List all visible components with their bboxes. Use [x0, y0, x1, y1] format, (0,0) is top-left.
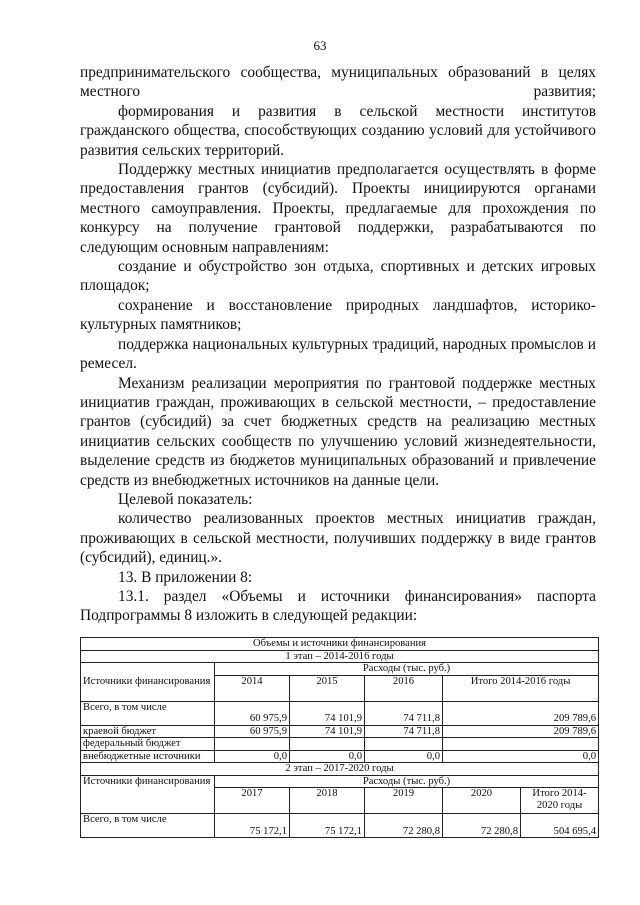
year-header: 2020	[443, 788, 521, 814]
total-header: Итого 2014-2020 годы	[521, 788, 599, 814]
cell-value	[365, 738, 443, 751]
stage-label: 2 этап – 2017-2020 годы	[81, 763, 599, 776]
row-label: внебюджетные источники	[81, 750, 215, 763]
source-header: Источники финансирования	[81, 663, 215, 702]
table-row	[81, 750, 599, 763]
paragraph: создание и обустройство зон отдыха, спортивных и детских игровых площадок;	[80, 258, 596, 295]
page-number: 63	[313, 38, 327, 53]
cell-value	[290, 738, 365, 751]
cell-value: 60 975,9	[215, 701, 290, 725]
cell-value: 74 711,8	[365, 725, 443, 738]
cell-value: 504 695,4	[521, 814, 599, 838]
row-label: Всего, в том числе	[81, 701, 215, 725]
cell-value: 74 101,9	[290, 725, 365, 738]
cell-value: 74 711,8	[365, 701, 443, 725]
paragraph: Поддержку местных инициатив предполагается осуществлять в форме предоставления грантов (субсидий). Проекты инициируются органами местного самоуправления. Проекты, предлагаемые для прохождения по конкурсу на получение грантовой поддержки, разрабатываются по следующим основным направлениям:	[80, 161, 596, 256]
paragraph: 13.1. раздел «Объемы и источники финансирования» паспорта Подпрограммы 8 изложить в следующей редакции:	[80, 587, 596, 625]
cell-value: 209 789,6	[443, 701, 599, 725]
cell-value: 0,0	[365, 750, 443, 763]
year-header: 2018	[290, 788, 365, 814]
cell-value: 72 280,8	[443, 814, 521, 838]
cell-value: 0,0	[443, 750, 599, 763]
cell-value	[443, 738, 599, 751]
paragraph: сохранение и восстановление природных ландшафтов, историко-культурных памятников;	[80, 296, 596, 334]
cell-value: 75 172,1	[290, 814, 365, 838]
expenses-header: Расходы (тыс. руб.)	[215, 775, 599, 788]
financing-table	[80, 637, 599, 838]
paragraph: предпринимательского сообщества, муниципальных образований в целях местного развития;	[80, 64, 596, 101]
table-row	[81, 738, 599, 751]
stage-label: 1 этап – 2014-2016 годы	[81, 650, 599, 663]
row-label: федеральный бюджет	[81, 738, 215, 751]
paragraph: Механизм реализации мероприятия по грантовой поддержке местных инициатив граждан, проживающих в сельской местности, – предоставление грантов (субсидий) за счет бюджетных средств на реализацию местных инициатив сельских сообществ по улучшению условий жизнедеятельности, выделение средств из бюджетов муниципальных образований и привлечение средств из внебюджетных источников на данные цели.	[80, 374, 596, 489]
table-row	[81, 814, 599, 838]
cell-value: 0,0	[215, 750, 290, 763]
paragraph: количество реализованных проектов местных инициатив граждан, проживающих в сельской местности, получивших поддержку в виде грантов (субсидий), единиц.».	[80, 510, 596, 567]
cell-value: 209 789,6	[443, 725, 599, 738]
year-header: 2016	[365, 675, 443, 701]
year-header: 2019	[365, 788, 443, 814]
year-header: 2017	[215, 788, 290, 814]
year-header: 2014	[215, 675, 290, 701]
source-header: Источники финансирования	[81, 775, 215, 814]
row-label: краевой бюджет	[81, 725, 215, 738]
paragraph: Целевой показатель:	[118, 490, 253, 508]
paragraph: формирования и развития в сельской местности институтов гражданского общества, способствующих созданию условий для устойчивого развития сельских территорий.	[80, 102, 596, 159]
cell-value: 72 280,8	[365, 814, 443, 838]
year-header: 2015	[290, 675, 365, 701]
body-text	[80, 63, 596, 626]
cell-value: 0,0	[290, 750, 365, 763]
cell-value	[215, 738, 290, 751]
cell-value: 74 101,9	[290, 701, 365, 725]
table-row	[81, 701, 599, 725]
table-row	[81, 725, 599, 738]
cell-value: 75 172,1	[215, 814, 290, 838]
paragraph: поддержка национальных культурных традиций, народных промыслов и ремесел.	[80, 335, 596, 373]
table-title: Объемы и источники финансирования	[81, 638, 599, 651]
cell-value: 60 975,9	[215, 725, 290, 738]
paragraph: 13. В приложении 8:	[118, 568, 253, 586]
expenses-header: Расходы (тыс. руб.)	[215, 663, 599, 676]
total-header: Итого 2014-2016 годы	[443, 675, 599, 701]
row-label: Всего, в том числе	[81, 814, 215, 838]
